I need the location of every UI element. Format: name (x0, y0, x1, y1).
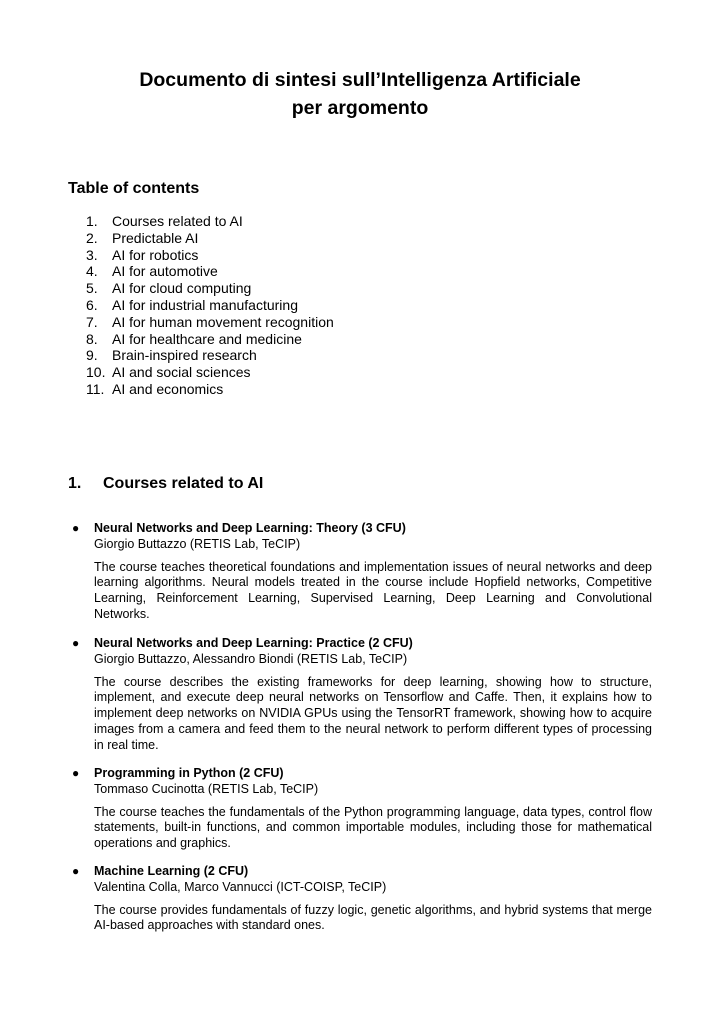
document-title (60, 66, 660, 122)
course-title: Neural Networks and Deep Learning: Practice (2 CFU) (94, 636, 413, 650)
course-instructors: Valentina Colla, Marco Vannucci (ICT-COISP, TeCIP) (94, 879, 387, 894)
toc-item (86, 331, 334, 348)
course-description: The course teaches theoretical foundations and implementation issues of neural networks and deep learning algorithms. Neural models treated in the course include Hopfield networks, Competitive Learning, Reinforcement Learning, Supervised Learning, Deep Learning and Convolutional Networks. (94, 559, 652, 621)
course-entry (68, 521, 652, 623)
toc-item-number: 7. (86, 313, 98, 330)
toc-item-label: AI and economics (112, 380, 224, 397)
toc-item (86, 247, 334, 264)
toc-item-label: Courses related to AI (112, 213, 243, 229)
course-entry (68, 636, 652, 754)
toc-list (86, 213, 334, 398)
course-entry (68, 864, 652, 934)
toc-heading: Table of contents (68, 180, 200, 197)
toc-item-number: 1. (86, 213, 98, 229)
toc-item (86, 381, 334, 398)
toc-item (86, 364, 334, 381)
toc-item-number: 11. (86, 380, 105, 397)
toc-item-number: 10. (86, 364, 106, 381)
toc-item-label: AI for human movement recognition (112, 313, 334, 330)
document-title-line-2: per argomento (291, 97, 429, 119)
toc-item-label: AI and social sciences (112, 364, 251, 381)
toc-item-number: 3. (86, 246, 98, 263)
toc-item (86, 263, 334, 280)
toc-item-label: AI for cloud computing (112, 280, 252, 297)
course-entry (68, 766, 652, 852)
course-instructors: Giorgio Buttazzo (RETIS Lab, TeCIP) (94, 536, 301, 551)
toc-item-number: 2. (86, 229, 98, 246)
course-description: The course teaches the fundamentals of the Python programming language, data types, control flow statements, built-in functions, and common importable modules, including those for mathematical operations and graphics. (94, 804, 652, 851)
bullet-icon: ● (72, 766, 80, 780)
bullet-icon: ● (72, 636, 80, 650)
toc-item-label: AI for healthcare and medicine (112, 330, 302, 347)
toc-item-label: AI for automotive (112, 263, 218, 280)
toc-item (86, 230, 334, 247)
course-title: Neural Networks and Deep Learning: Theory (3 CFU) (94, 521, 406, 535)
toc-item-number: 4. (86, 263, 98, 280)
toc-item (86, 347, 334, 364)
course-title: Machine Learning (2 CFU) (94, 864, 249, 878)
toc-item-label: AI for industrial manufacturing (112, 296, 298, 313)
toc-item (86, 280, 334, 297)
section-heading (68, 474, 263, 494)
toc-item (86, 213, 334, 230)
course-instructors: Tommaso Cucinotta (RETIS Lab, TeCIP) (94, 781, 319, 796)
toc-item-number: 9. (86, 347, 98, 364)
toc-item-label: Brain-inspired research (112, 347, 257, 364)
section-number: 1. (68, 475, 82, 492)
bullet-icon: ● (72, 521, 80, 535)
toc-item-number: 6. (86, 296, 98, 313)
course-title: Programming in Python (2 CFU) (94, 766, 284, 780)
document-title-line-1: Documento di sintesi sull’Intelligenza Artificiale (139, 69, 581, 91)
course-description: The course provides fundamentals of fuzzy logic, genetic algorithms, and hybrid systems that merge AI-based approaches with standard ones. (94, 902, 652, 933)
toc-item-label: Predictable AI (112, 229, 199, 246)
section-title: Courses related to AI (103, 475, 264, 492)
toc-item (86, 314, 334, 331)
toc-item-number: 5. (86, 280, 98, 297)
bullet-icon: ● (72, 864, 80, 878)
course-description: The course describes the existing frameworks for deep learning, showing how to structure, implement, and execute deep neural networks on Tensorflow and Caffe. Then, it explains how to implement deep networks on NVIDIA GPUs using the TensorRT framework, showing how to acquire images from a camera and feed them to the neural network to perform different types of processing in real time. (94, 674, 652, 752)
toc-item (86, 297, 334, 314)
toc-item-number: 8. (86, 330, 98, 347)
toc-item-label: AI for robotics (112, 246, 199, 263)
course-instructors: Giorgio Buttazzo, Alessandro Biondi (RETIS Lab, TeCIP) (94, 651, 408, 666)
